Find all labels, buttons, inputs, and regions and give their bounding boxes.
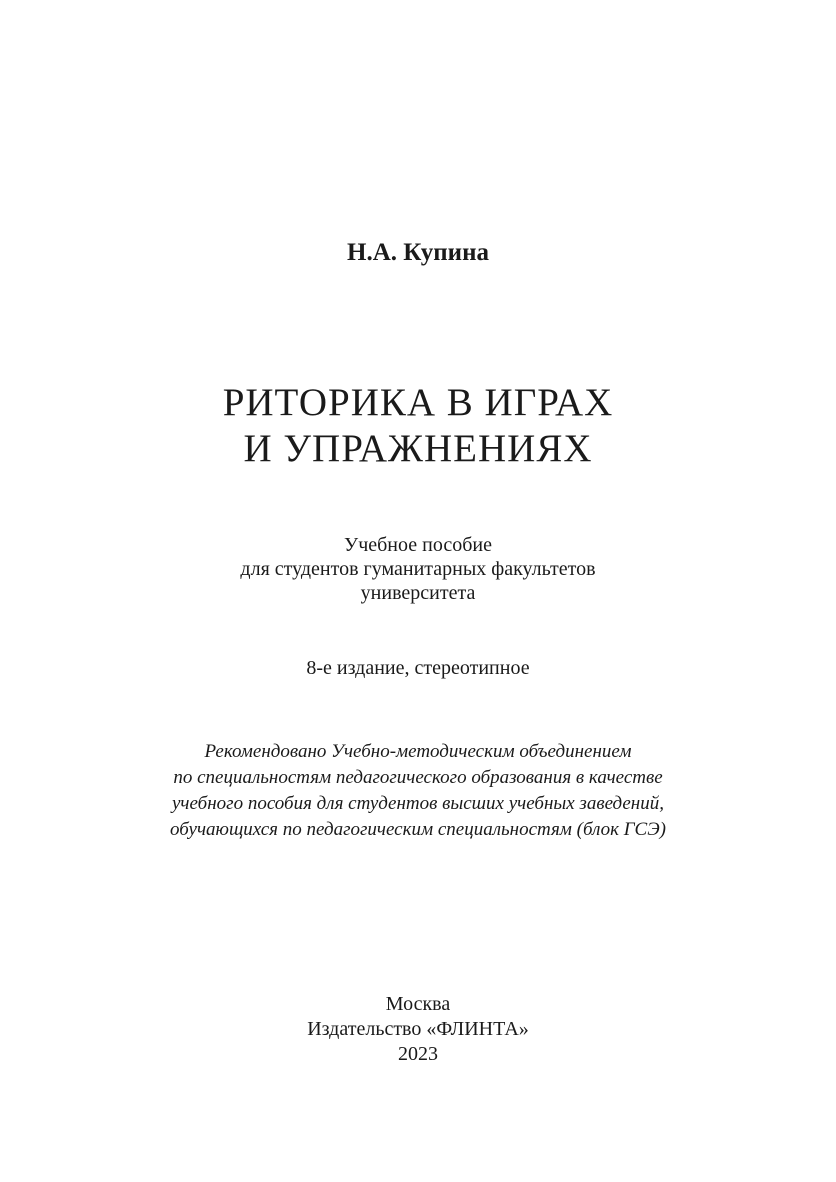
author-name: Н.А. Купина	[347, 239, 489, 266]
recommendation-line-4: обучающихся по педагогическим специальностям (блок ГСЭ)	[170, 819, 666, 840]
recommendation-line-1: Рекомендовано Учебно-методическим объединением	[204, 741, 632, 762]
recommendation-line-2: по специальностям педагогического образования в качестве	[173, 767, 663, 788]
book-title-line-2: И УПРАЖНЕНИЯХ	[243, 427, 593, 470]
subtitle-line-2: для студентов гуманитарных факультетов	[240, 558, 596, 580]
imprint-city: Москва	[385, 993, 451, 1015]
imprint-year: 2023	[398, 1043, 438, 1065]
edition-note: 8-е издание, стереотипное	[306, 657, 530, 679]
subtitle-line-1: Учебное пособие	[344, 534, 492, 556]
subtitle-line-3: университета	[360, 582, 476, 604]
recommendation-line-3: учебного пособия для студентов высших учебных заведений,	[172, 793, 664, 814]
book-title-line-1: РИТОРИКА В ИГРАХ	[222, 381, 614, 424]
imprint-publisher: Издательство «ФЛИНТА»	[307, 1018, 529, 1040]
